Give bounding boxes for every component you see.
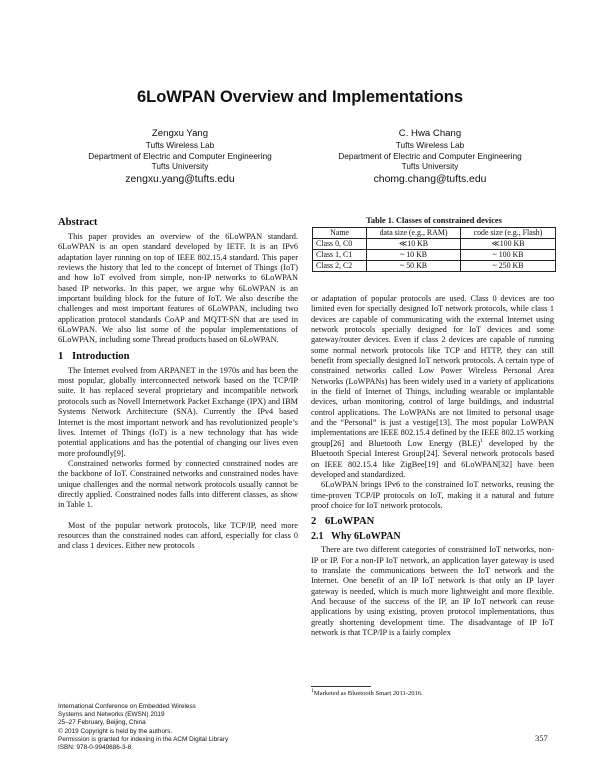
- footnote-marker: 1: [480, 438, 483, 445]
- table-row: [313, 250, 556, 261]
- abstract-text: This paper provides an overview of the 6LoWPAN standard. 6LoWPAN is an open standard developed by IETF. It is an IPv6 adaptation layer running on top of IEEE 802.15.4 standard. This paper reviews the history that led to the concept of Internet of Things (IoT) and how IoT evolved from simple, non-IP networks to 6LoWPAN based IP networks. In this paper, we argue why 6LoWPAN is an important building block for the future of IoT. We also describe the challenges and most important features of 6LoWPAN, including two application protocol standards CoAP and MQTT-SN that are used in 6LoWPAN. We also list some of the popular implementations of 6LoWPAN, including some Thread products based on 6LoWPAN.: [58, 232, 298, 345]
- section-number: 1: [58, 350, 64, 362]
- author-name: Zengxu Yang: [151, 128, 209, 139]
- author-name: C. Hwa Chang: [398, 128, 462, 139]
- author-block-1: [60, 128, 300, 186]
- abstract-heading: Abstract: [58, 217, 98, 228]
- author-lab: Tufts Wireless Lab: [145, 140, 215, 150]
- footnote-divider: [311, 686, 371, 687]
- table-cell: Class 0, C0: [313, 239, 367, 250]
- table-header-cell: data size (e.g., RAM): [367, 228, 461, 239]
- author-block-2: [300, 128, 560, 186]
- table-cell: ~ 250 KB: [460, 261, 555, 272]
- section-2-heading: [311, 515, 554, 528]
- table-cell: ~ 100 KB: [460, 250, 555, 261]
- intro-paragraph-3: Most of the popular network protocols, like TCP/IP, need more resources than the constrained nodes can afford, especially for class 0 and class 1 devices. Either new protocols: [58, 520, 298, 551]
- table-cell: Class 1, C1: [313, 250, 367, 261]
- footnote-text: Marketed as Bluetooth Smart 2011-2016.: [313, 690, 423, 697]
- table-header-cell: Name: [313, 228, 367, 239]
- author-department: Department of Electric and Computer Engineering: [338, 150, 522, 161]
- table-caption: Table 1. Classes of constrained devices: [366, 216, 502, 225]
- table-cell: ~ 50 KB: [367, 261, 461, 272]
- right-paragraph-1: [311, 294, 554, 480]
- paper-title: 6LoWPAN Overview and Implementations: [136, 88, 464, 106]
- conference-line: Systems and Networks (EWSN) 2019: [58, 711, 165, 719]
- conference-info: [58, 703, 228, 752]
- right-paragraph-1-tail: developed by the Bluetooth Special Interest Group[24]. Several network protocols based on IEEE 802.15.4 like ZigBee[19] and 6LoWPAN[32] have been developed and standardized.: [311, 438, 554, 479]
- footnote-mark: 1: [311, 687, 314, 694]
- right-paragraph-3: There are two different categories of constrained IoT networks, non-IP or IP. For a non-IP IoT network, an application layer gateway is used to translate the communications between the IoT network and the Internet. One benefit of an IP IoT network is that only an IP layer gateway is needed, which is much more lightweight and more flexible. And because of the success of the IP, an IP IoT network can reuse applications by using existing, proven protocol implementations, thus greatly shortening development time. The disadvantage of IP IoT network is that TCP/IP is a fairly complex: [311, 545, 554, 637]
- intro-paragraph-1: The Internet evolved from ARPANET in the 1970s and has been the most popular, globally interconnected network based on the TCP/IP suite. It has replaced several proprietary and incompatible network protocols such as Novell Internetwork Packet Exchange (IPX) and IBM Systems Network Architecture (SNA). Currently the IPv4 based Internet is the most important network and has revolutionized people’s lives. Internet of Things (IoT) is a new technology that has wide potential applications and has the potential of changing our lives even more profoundly[9].: [58, 365, 298, 458]
- section-number: 2.1: [311, 531, 324, 543]
- intro-paragraph-2: Constrained networks formed by connected constrained nodes are the backbone of IoT. Constrained networks and constrained nodes have unique challenges and the normal network protocols usually cannot be directly applied. Constrained nodes falls into different classes, as show in Table 1.: [58, 458, 298, 510]
- author-email: chomg.chang@tufts.edu: [373, 173, 487, 185]
- footnote: [311, 687, 423, 698]
- right-paragraph-2: 6LoWPAN brings IPv6 to the constrained IoT networks, reusing the time-proven TCP/IP protocols on IoT, making it a natural and future proof choice for IoT network protocols.: [311, 480, 554, 510]
- section-title: Introduction: [72, 350, 130, 362]
- left-column: [58, 216, 298, 552]
- conference-line: ISBN: 978-0-9949886-3-8: [58, 744, 132, 752]
- table-cell: ≪100 KB: [460, 239, 555, 250]
- table-header-row: [313, 228, 556, 239]
- author-email: zengxu.yang@tufts.edu: [125, 173, 235, 185]
- author-department: Department of Electric and Computer Engineering: [88, 150, 272, 161]
- table-row: [313, 261, 556, 272]
- right-paragraph-1-text: or adaptation of popular protocols are used. Class 0 devices are too limited even for specially designed IoT network protocols, while class 1 devices are capable of communicating with the external Internet using network protocols specially designed for IoT devices and some gateway/router devices. Even if class 2 devices are capable of running some normal network protocols like TCP and HTTP, they can still benefit from specially designed IoT network protocols. A certain type of constrained networks called Low Power Wireless Personal Area Networks (LoWPANs) has been widely used in a variety of applications in the field of Internet of Things, including wearable or implantable devices, urban monitoring, control of large buildings, and industrial control applications. The LoWPANs are not limited to personal usage and the “Personal” is just a vestige[13]. The most popular LoWPAN implementations are IEEE 802.15.4 defined by the IEEE 802.15 working group[26] and Bluetooth Low Energy (BLE): [311, 294, 554, 448]
- section-title: Why 6LoWPAN: [331, 531, 401, 543]
- author-university: Tufts University: [401, 161, 459, 172]
- page-number: 357: [535, 733, 548, 743]
- constrained-devices-table: [312, 227, 556, 272]
- author-university: Tufts University: [151, 161, 209, 172]
- table-1: [312, 216, 556, 272]
- table-cell: ≪10 KB: [367, 239, 461, 250]
- author-lab: Tufts Wireless Lab: [395, 140, 465, 150]
- section-title: 6LoWPAN: [325, 516, 375, 528]
- table-cell: ~ 10 KB: [367, 250, 461, 261]
- intro-heading: [58, 350, 298, 363]
- section-2-1-heading: [311, 531, 554, 543]
- section-number: 2: [311, 516, 317, 528]
- right-column: [311, 294, 554, 638]
- conference-line: International Conference on Embedded Wireless: [58, 703, 196, 710]
- table-row: [313, 239, 556, 250]
- conference-line: 25–27 February, Beijing, China: [58, 719, 146, 727]
- table-header-cell: code size (e.g., Flash): [460, 228, 555, 239]
- conference-line: Permission is granted for indexing in the ACM Digital Library: [58, 735, 229, 743]
- conference-line: © 2019 Copyright is held by the authors.: [58, 727, 173, 735]
- table-cell: Class 2, C2: [313, 261, 367, 272]
